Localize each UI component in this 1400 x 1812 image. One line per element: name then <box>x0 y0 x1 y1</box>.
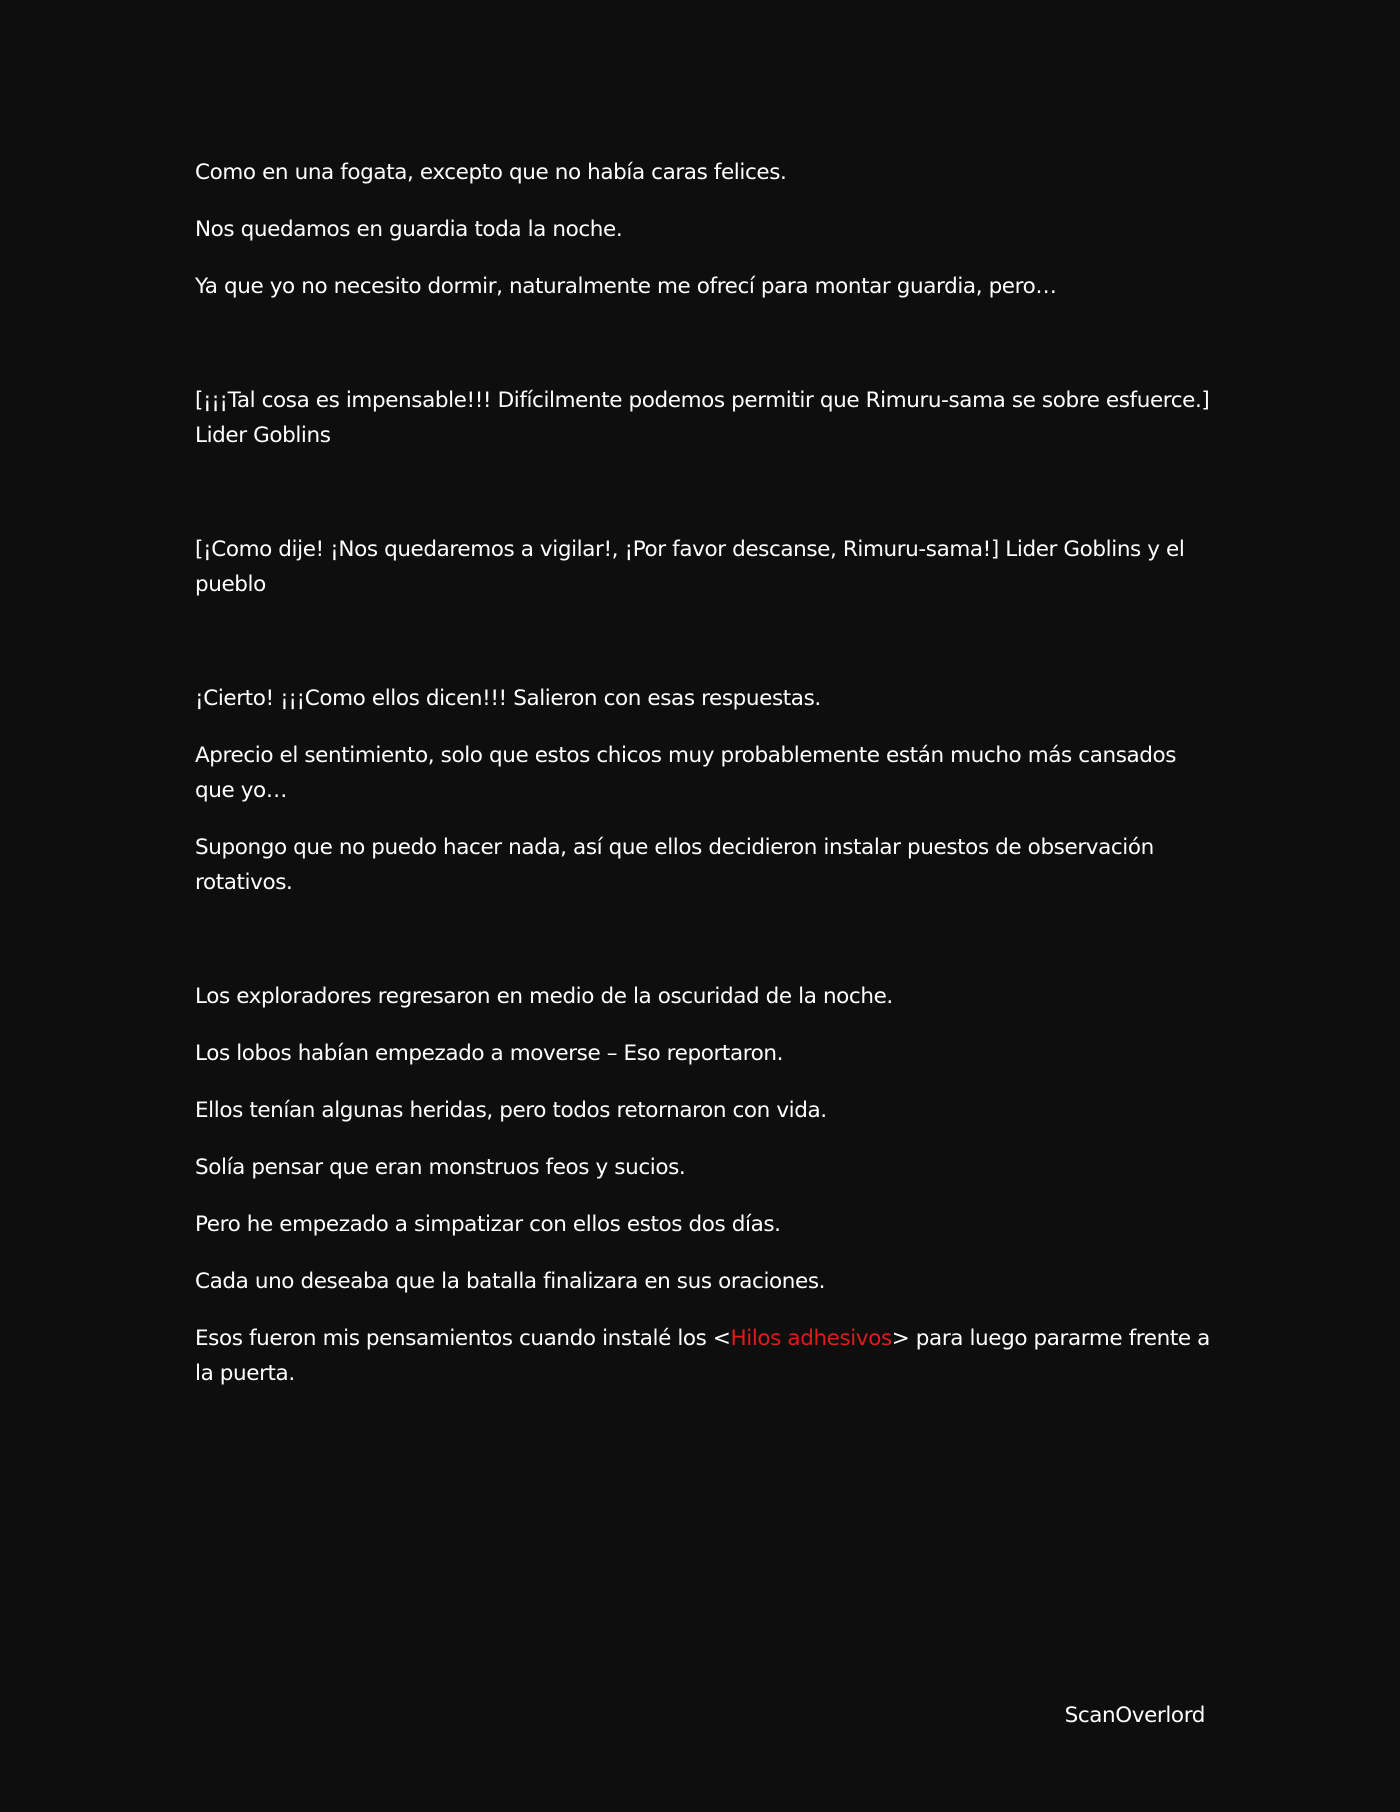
highlighted-skill-name: Hilos adhesivos <box>730 1326 892 1351</box>
paragraph: Pero he empezado a simpatizar con ellos estos dos días. <box>195 1212 781 1237</box>
paragraph: Ya que yo no necesito dormir, naturalmente me ofrecí para montar guardia, pero… <box>195 274 1057 299</box>
final-paragraph-after: > para luego pararme frente a la puerta. <box>195 1326 1210 1386</box>
scan-credit: ScanOverlord <box>1064 1703 1205 1728</box>
paragraph: ¡Cierto! ¡¡¡Como ellos dicen!!! Salieron con esas respuestas. <box>195 686 821 711</box>
paragraph: Los lobos habían empezado a moverse – Eso reportaron. <box>195 1041 784 1066</box>
paragraph: Solía pensar que eran monstruos feos y sucios. <box>195 1155 686 1180</box>
paragraph: Nos quedamos en guardia toda la noche. <box>195 217 623 242</box>
paragraph: Cada uno deseaba que la batalla finalizara en sus oraciones. <box>195 1269 826 1294</box>
paragraph: Aprecio el sentimiento, solo que estos chicos muy probablemente están mucho más cansados que yo… <box>195 743 1177 803</box>
paragraph-gap <box>195 475 1210 532</box>
dialogue-paragraph: [¡Como dije! ¡Nos quedaremos a vigilar!, ¡Por favor descanse, Rimuru-sama!] Lider Goblins y el pueblo <box>195 537 1185 597</box>
dialogue-paragraph: [¡¡¡Tal cosa es impensable!!! Difícilmente podemos permitir que Rimuru-sama se sobre esfuerce.] Lider Goblins <box>195 388 1210 448</box>
paragraph: Los exploradores regresaron en medio de la oscuridad de la noche. <box>195 984 893 1009</box>
paragraph-gap <box>195 922 1210 979</box>
final-paragraph-before: Esos fueron mis pensamientos cuando instalé los < <box>195 1326 731 1351</box>
paragraph-gap <box>195 326 1210 383</box>
paragraph: Ellos tenían algunas heridas, pero todos retornaron con vida. <box>195 1098 827 1123</box>
paragraph: Supongo que no puedo hacer nada, así que ellos decidieron instalar puestos de observación rotativos. <box>195 835 1154 895</box>
document-body <box>195 155 1210 1413</box>
final-paragraph <box>195 1321 1210 1391</box>
paragraph: Como en una fogata, excepto que no había caras felices. <box>195 160 787 185</box>
paragraph-gap <box>195 624 1210 681</box>
